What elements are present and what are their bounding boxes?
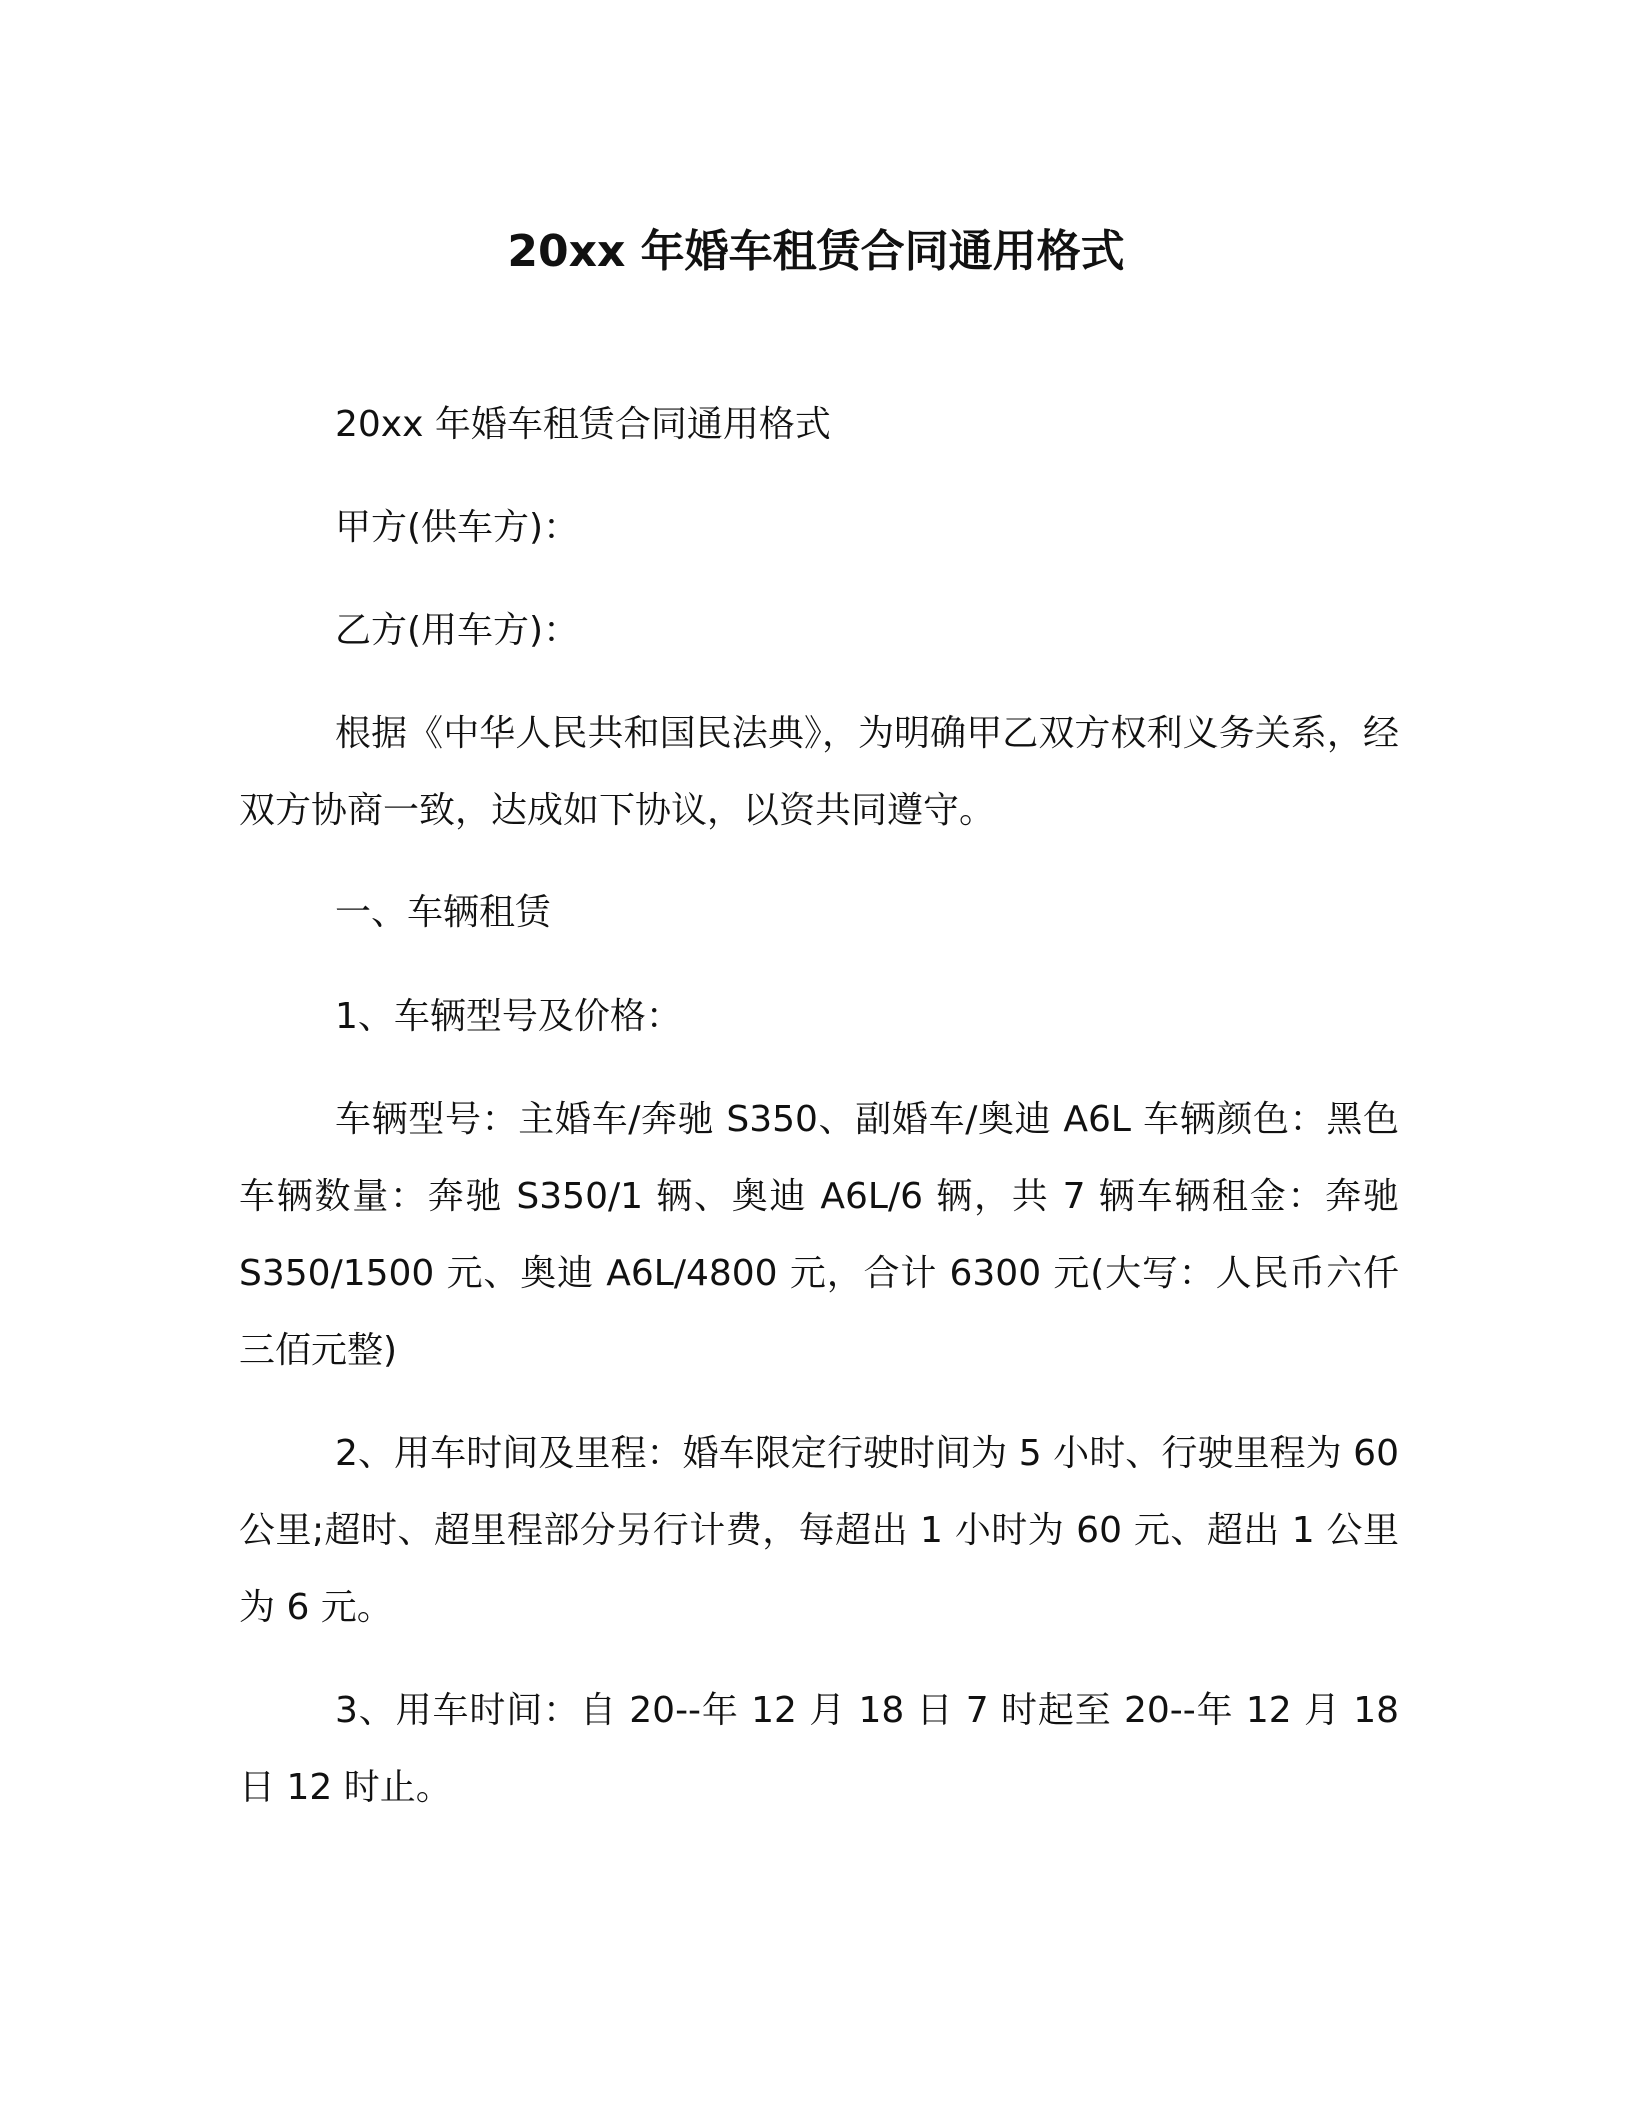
section-heading-vehicle-rental: 一、车辆租赁 <box>335 892 552 933</box>
contract-subtitle: 20xx 年婚车租赁合同通用格式 <box>335 404 831 445</box>
contract-basis-paragraph: 根据《中华人民共和国民法典》，为明确甲乙双方权利义务关系，经双方协商一致，达成如下协议，以资共同遵守。 <box>239 713 1399 831</box>
document-title: 20xx 年婚车租赁合同通用格式 <box>507 226 1125 277</box>
party-b-line: 乙方(用车方)： <box>335 610 580 651</box>
item-vehicle-model-price: 1、车辆型号及价格： <box>335 996 682 1037</box>
item-usage-period: 3、用车时间：自 20--年 12 月 18 日 7 时起至 20--年 12 月 18 日 12 时止。 <box>239 1690 1399 1808</box>
item-usage-time-mileage: 2、用车时间及里程：婚车限定行驶时间为 5 小时、行驶里程为 60 公里;超时、超里程部分另行计费，每超出 1 小时为 60 元、超出 1 公里为 6 元。 <box>239 1433 1399 1628</box>
vehicle-details-paragraph: 车辆型号：主婚车/奔驰 S350、副婚车/奥迪 A6L 车辆颜色：黑色车辆数量：奔驰 S350/1 辆、奥迪 A6L/6 辆，共 7 辆车辆租金：奔驰 S350/1500 元、奥迪 A6L/4800 元，合计 6300 元(大写：人民币六仟三佰元整) <box>239 1099 1399 1371</box>
party-a-line: 甲方(供车方)： <box>335 507 580 548</box>
